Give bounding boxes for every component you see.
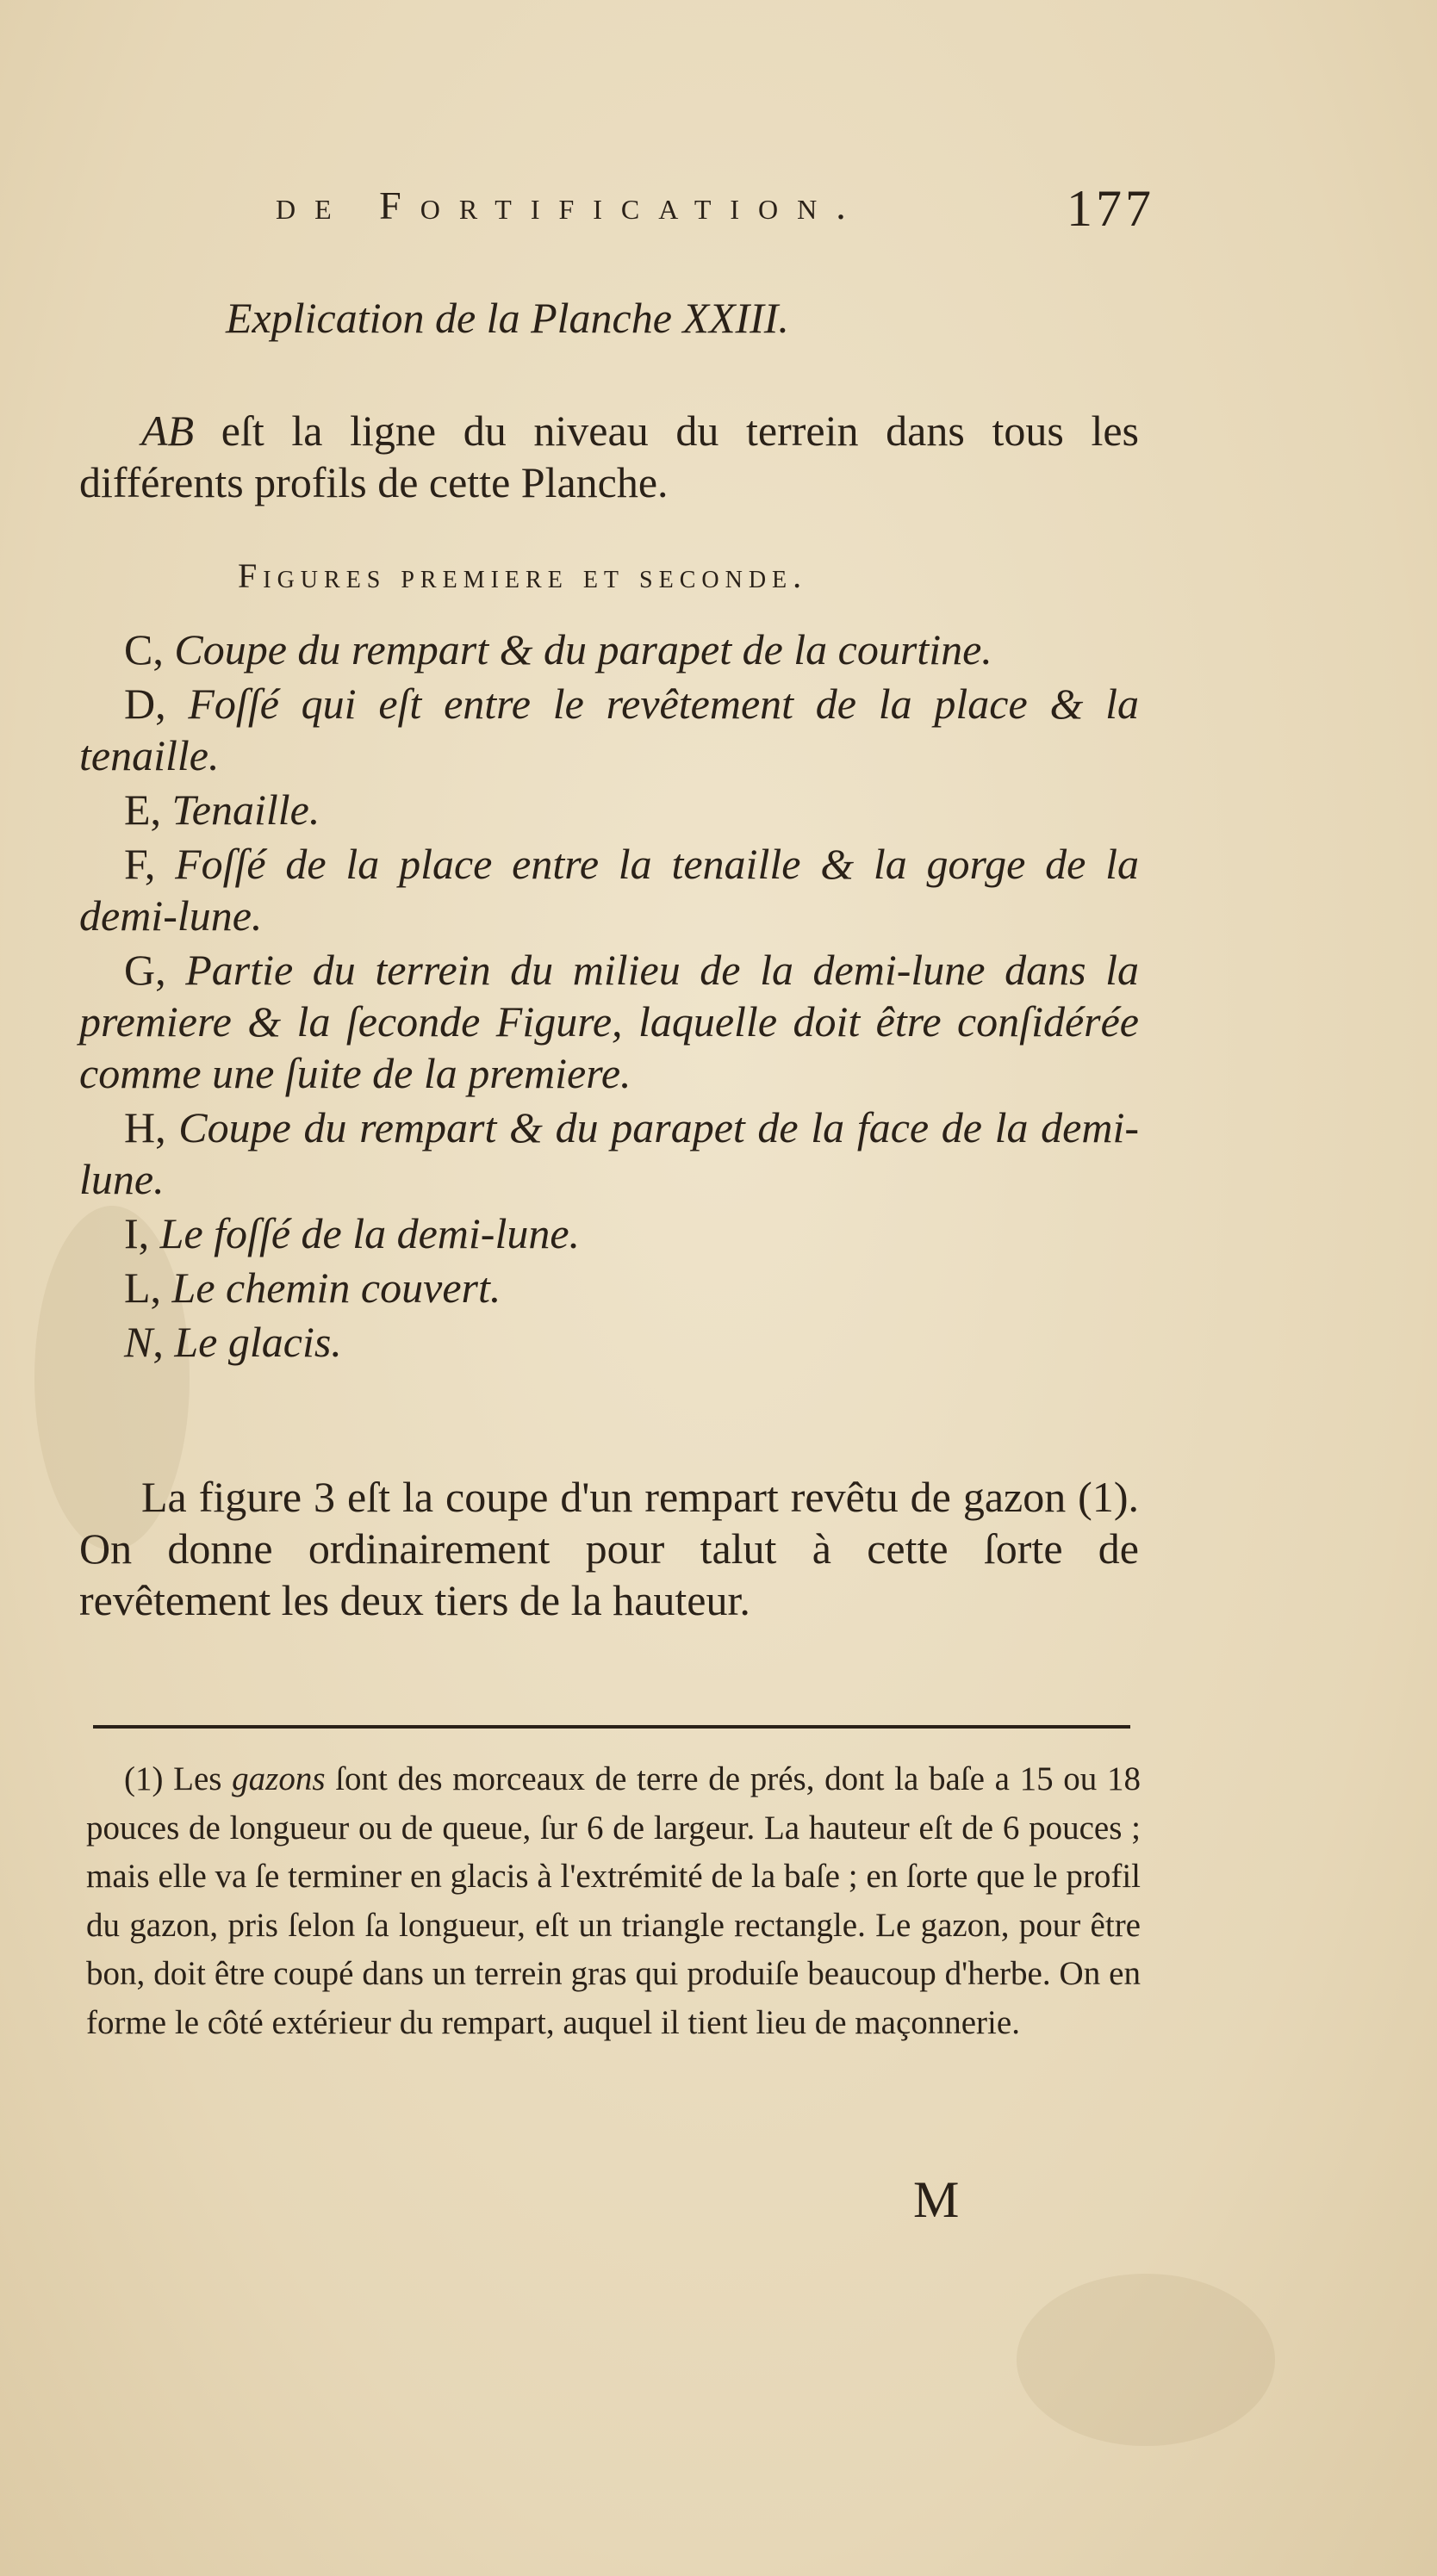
legend-text: Partie du terrein du milieu de la demi-lune dans la premiere & la ſeconde Figure, laquelle doit être conſidérée comme une ſuite de la premiere. <box>79 946 1140 1097</box>
legend-item: E, Tenaille. <box>124 785 320 834</box>
legend-letter: N <box>124 1318 153 1366</box>
footnote-term: gazons <box>232 1760 326 1797</box>
footnote-rule <box>93 1725 1130 1729</box>
legend-item: C, Coupe du rempart & du parapet de la courtine. <box>124 625 992 673</box>
legend-text: Le foſſé de la demi-lune. <box>159 1209 581 1257</box>
intro-text: eſt la ligne du niveau du terrein dans tous les différents profils de cette Planche. <box>79 407 1139 506</box>
legend-letter: I <box>124 1209 139 1257</box>
closing-text: La figure 3 eſt la coupe d'un rempart revêtu de gazon (1). On donne ordinairement pour talut à cette ſorte de revêtement les deux tiers de la hauteur. <box>79 1473 1139 1624</box>
legend-letter: D <box>124 680 156 728</box>
legend-item: H, Coupe du rempart & du parapet de la face de la demi-lune. <box>79 1103 1139 1203</box>
plate-explanation-heading: Explication de la Planche XXIII. <box>226 294 789 342</box>
legend-letter: G <box>124 946 156 994</box>
paper-stain <box>1017 2274 1275 2446</box>
legend-text: Foſſé de la place entre la tenaille & la gorge de la demi-lune. <box>79 840 1140 940</box>
footnote-marker: (1) Les <box>124 1760 233 1797</box>
legend-letter: L <box>124 1263 151 1312</box>
ab-label: AB <box>141 407 195 455</box>
legend-text: Tenaille. <box>171 785 320 834</box>
legend-text: Foſſé qui eſt entre le revêtement de la place & la tenaille. <box>79 680 1140 779</box>
legend-item: F, Foſſé de la place entre la tenaille & la gorge de la demi-lune. <box>79 840 1140 940</box>
intro-paragraph <box>79 405 1139 508</box>
signature-mark: M <box>913 2171 960 2228</box>
legend-letter: E <box>124 785 151 834</box>
legend-list <box>79 624 1139 1370</box>
running-head <box>276 180 1154 243</box>
legend-item: I, Le foſſé de la demi-lune. <box>124 1209 581 1257</box>
section-title: Figures premiere et seconde. <box>238 556 808 595</box>
legend-item: G, Partie du terrein du milieu de la demi-lune dans la premiere & la ſeconde Figure, laquelle doit être conſidérée comme une ſuite de la premiere. <box>79 946 1140 1097</box>
page-number: 177 <box>1067 180 1154 237</box>
running-head-title: de Fortification. <box>276 183 865 227</box>
footnote <box>86 1755 1141 2047</box>
legend-letter: C <box>124 625 153 673</box>
legend-letter: F <box>124 840 145 888</box>
legend-text: Coupe du rempart & du parapet de la courtine. <box>174 625 992 673</box>
legend-letter: H <box>124 1103 156 1151</box>
legend-item: D, Foſſé qui eſt entre le revêtement de la place & la tenaille. <box>79 680 1140 779</box>
legend-text: Le chemin couvert. <box>171 1263 501 1312</box>
legend-text: Le glacis. <box>174 1318 342 1366</box>
legend-text: Coupe du rempart & du parapet de la face de la demi-lune. <box>79 1103 1139 1203</box>
closing-paragraph <box>79 1471 1139 1626</box>
legend-item: L, Le chemin couvert. <box>124 1263 501 1312</box>
footnote-text: ſont des morceaux de terre de prés, dont la baſe a 15 ou 18 pouces de longueur ou de queue, ſur 6 de largeur. La hauteur eſt de 6 pouces ; mais elle va ſe terminer en glacis à l'extrémité de la baſe ; en ſorte que le profil du gazon, pris ſelon ſa longueur, eſt un triangle rectangle. Le gazon, pour être bon, doit être coupé dans un terrein gras qui produiſe beaucoup d'herbe. On en forme le côté extérieur du rempart, auquel il tient lieu de maçonnerie. <box>86 1760 1141 2041</box>
legend-item: N, Le glacis. <box>124 1318 342 1366</box>
